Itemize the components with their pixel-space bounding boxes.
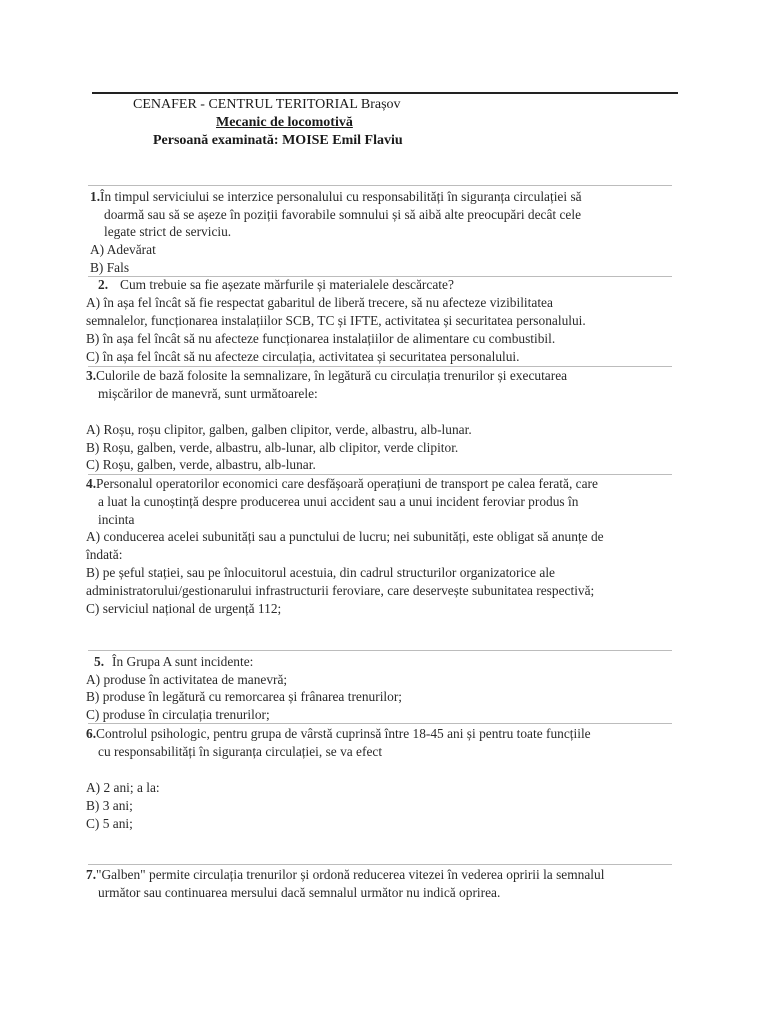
answer-option: B) Fals	[90, 260, 130, 275]
answer-option: A) Roșu, roșu clipitor, galben, galben clipitor, verde, albastru, alb-lunar.	[86, 422, 472, 437]
question-text: "Galben" permite circulația trenurilor și ordonă reducerea vitezei în vederea opririi la semnalul	[96, 867, 605, 882]
answer-option: C) 5 ani;	[86, 816, 133, 831]
question-number: 5.	[94, 654, 105, 669]
question-3	[86, 367, 567, 385]
question-text: Personalul operatorilor economici care desfășoară operațiuni de transport pe calea ferată, care	[96, 476, 598, 491]
question-number: 2.	[98, 277, 109, 292]
question-4	[86, 475, 598, 493]
answer-option: B) pe șeful stației, sau pe înlocuitorul acestuia, din cadrul structurilor organizatorice ale	[86, 565, 556, 580]
answer-option: A) produse în activitatea de manevră;	[86, 672, 288, 687]
question-2	[98, 276, 454, 294]
question-7	[86, 866, 604, 884]
question-number: 1.	[90, 189, 101, 204]
question-text: incinta	[98, 512, 135, 527]
question-number: 6.	[86, 726, 97, 741]
question-divider	[88, 723, 672, 724]
question-text: următor sau continuarea mersului dacă semnalul următor nu indică oprirea.	[98, 885, 501, 900]
question-text: În Grupa A sunt incidente:	[112, 654, 254, 669]
answer-option: semnalelor, funcționarea instalațiilor SCB, TC și IFTE, activitatea și securitatea personalului.	[86, 313, 586, 328]
question-text: doarmă sau să se așeze în poziții favorabile somnului și să aibă alte preocupări decât cele	[104, 207, 582, 222]
question-5	[94, 653, 253, 671]
answer-option: C) în așa fel încât să nu afecteze circulația, activitatea și securitatea personalului.	[86, 349, 520, 364]
question-divider	[88, 864, 672, 865]
answer-option: B) în așa fel încât să nu afecteze funcționarea instalațiilor de alimentare cu combustibil.	[86, 331, 556, 346]
answer-option: C) produse în circulația trenurilor;	[86, 707, 270, 722]
answer-option: A) conducerea acelei subunități sau a punctului de lucru; nei subunități, este obligat să anunțe de	[86, 529, 604, 544]
answer-option: A) Adevărat	[90, 242, 156, 257]
question-text: legate strict de serviciu.	[104, 224, 232, 239]
question-divider	[88, 650, 672, 651]
job-title: Mecanic de locomotivă	[216, 115, 353, 130]
question-divider	[88, 185, 672, 186]
examinee-name: Persoană examinată: MOISE Emil Flaviu	[153, 133, 403, 148]
question-number: 3.	[86, 368, 97, 383]
center-title: CENAFER - CENTRUL TERITORIAL Brașov	[133, 97, 401, 112]
answer-option: C) serviciul național de urgență 112;	[86, 601, 282, 616]
answer-option: administratorului/gestionarului infrastructurii feroviare, care deservește subunitatea respectivă;	[86, 583, 595, 598]
question-text: Cum trebuie sa fie așezate mărfurile și materialele descărcate?	[120, 277, 454, 292]
answer-option: îndată:	[86, 547, 123, 562]
answer-option: B) Roșu, galben, verde, albastru, alb-lunar, alb clipitor, verde clipitor.	[86, 440, 459, 455]
question-text: cu responsabilități în siguranța circulației, se va efect	[98, 744, 383, 759]
answer-option: C) Roșu, galben, verde, albastru, alb-lunar.	[86, 457, 316, 472]
question-text: Culorile de bază folosite la semnalizare, în legătură cu circulația trenurilor și executarea	[96, 368, 568, 383]
header-rule	[92, 92, 678, 94]
answer-option: A) 2 ani; a la:	[86, 780, 160, 795]
question-text: a luat la cunoștință despre producerea unui accident sau a unui incident feroviar produs în	[98, 494, 579, 509]
question-text: mișcărilor de manevră, sunt următoarele:	[98, 386, 318, 401]
question-6	[86, 725, 591, 743]
question-text: Controlul psihologic, pentru grupa de vârstă cuprinsă între 18-45 ani și pentru toate funcțiile	[96, 726, 591, 741]
question-number: 4.	[86, 476, 97, 491]
question-1	[90, 188, 582, 206]
question-text: În timpul serviciului se interzice personalului cu responsabilități în siguranța circulației să	[100, 189, 582, 204]
answer-option: B) 3 ani;	[86, 798, 133, 813]
answer-option: A) în așa fel încât să fie respectat gabaritul de liberă trecere, să nu afecteze vizibilitatea	[86, 295, 553, 310]
answer-option: B) produse în legătură cu remorcarea și frânarea trenurilor;	[86, 689, 403, 704]
question-number: 7.	[86, 867, 97, 882]
